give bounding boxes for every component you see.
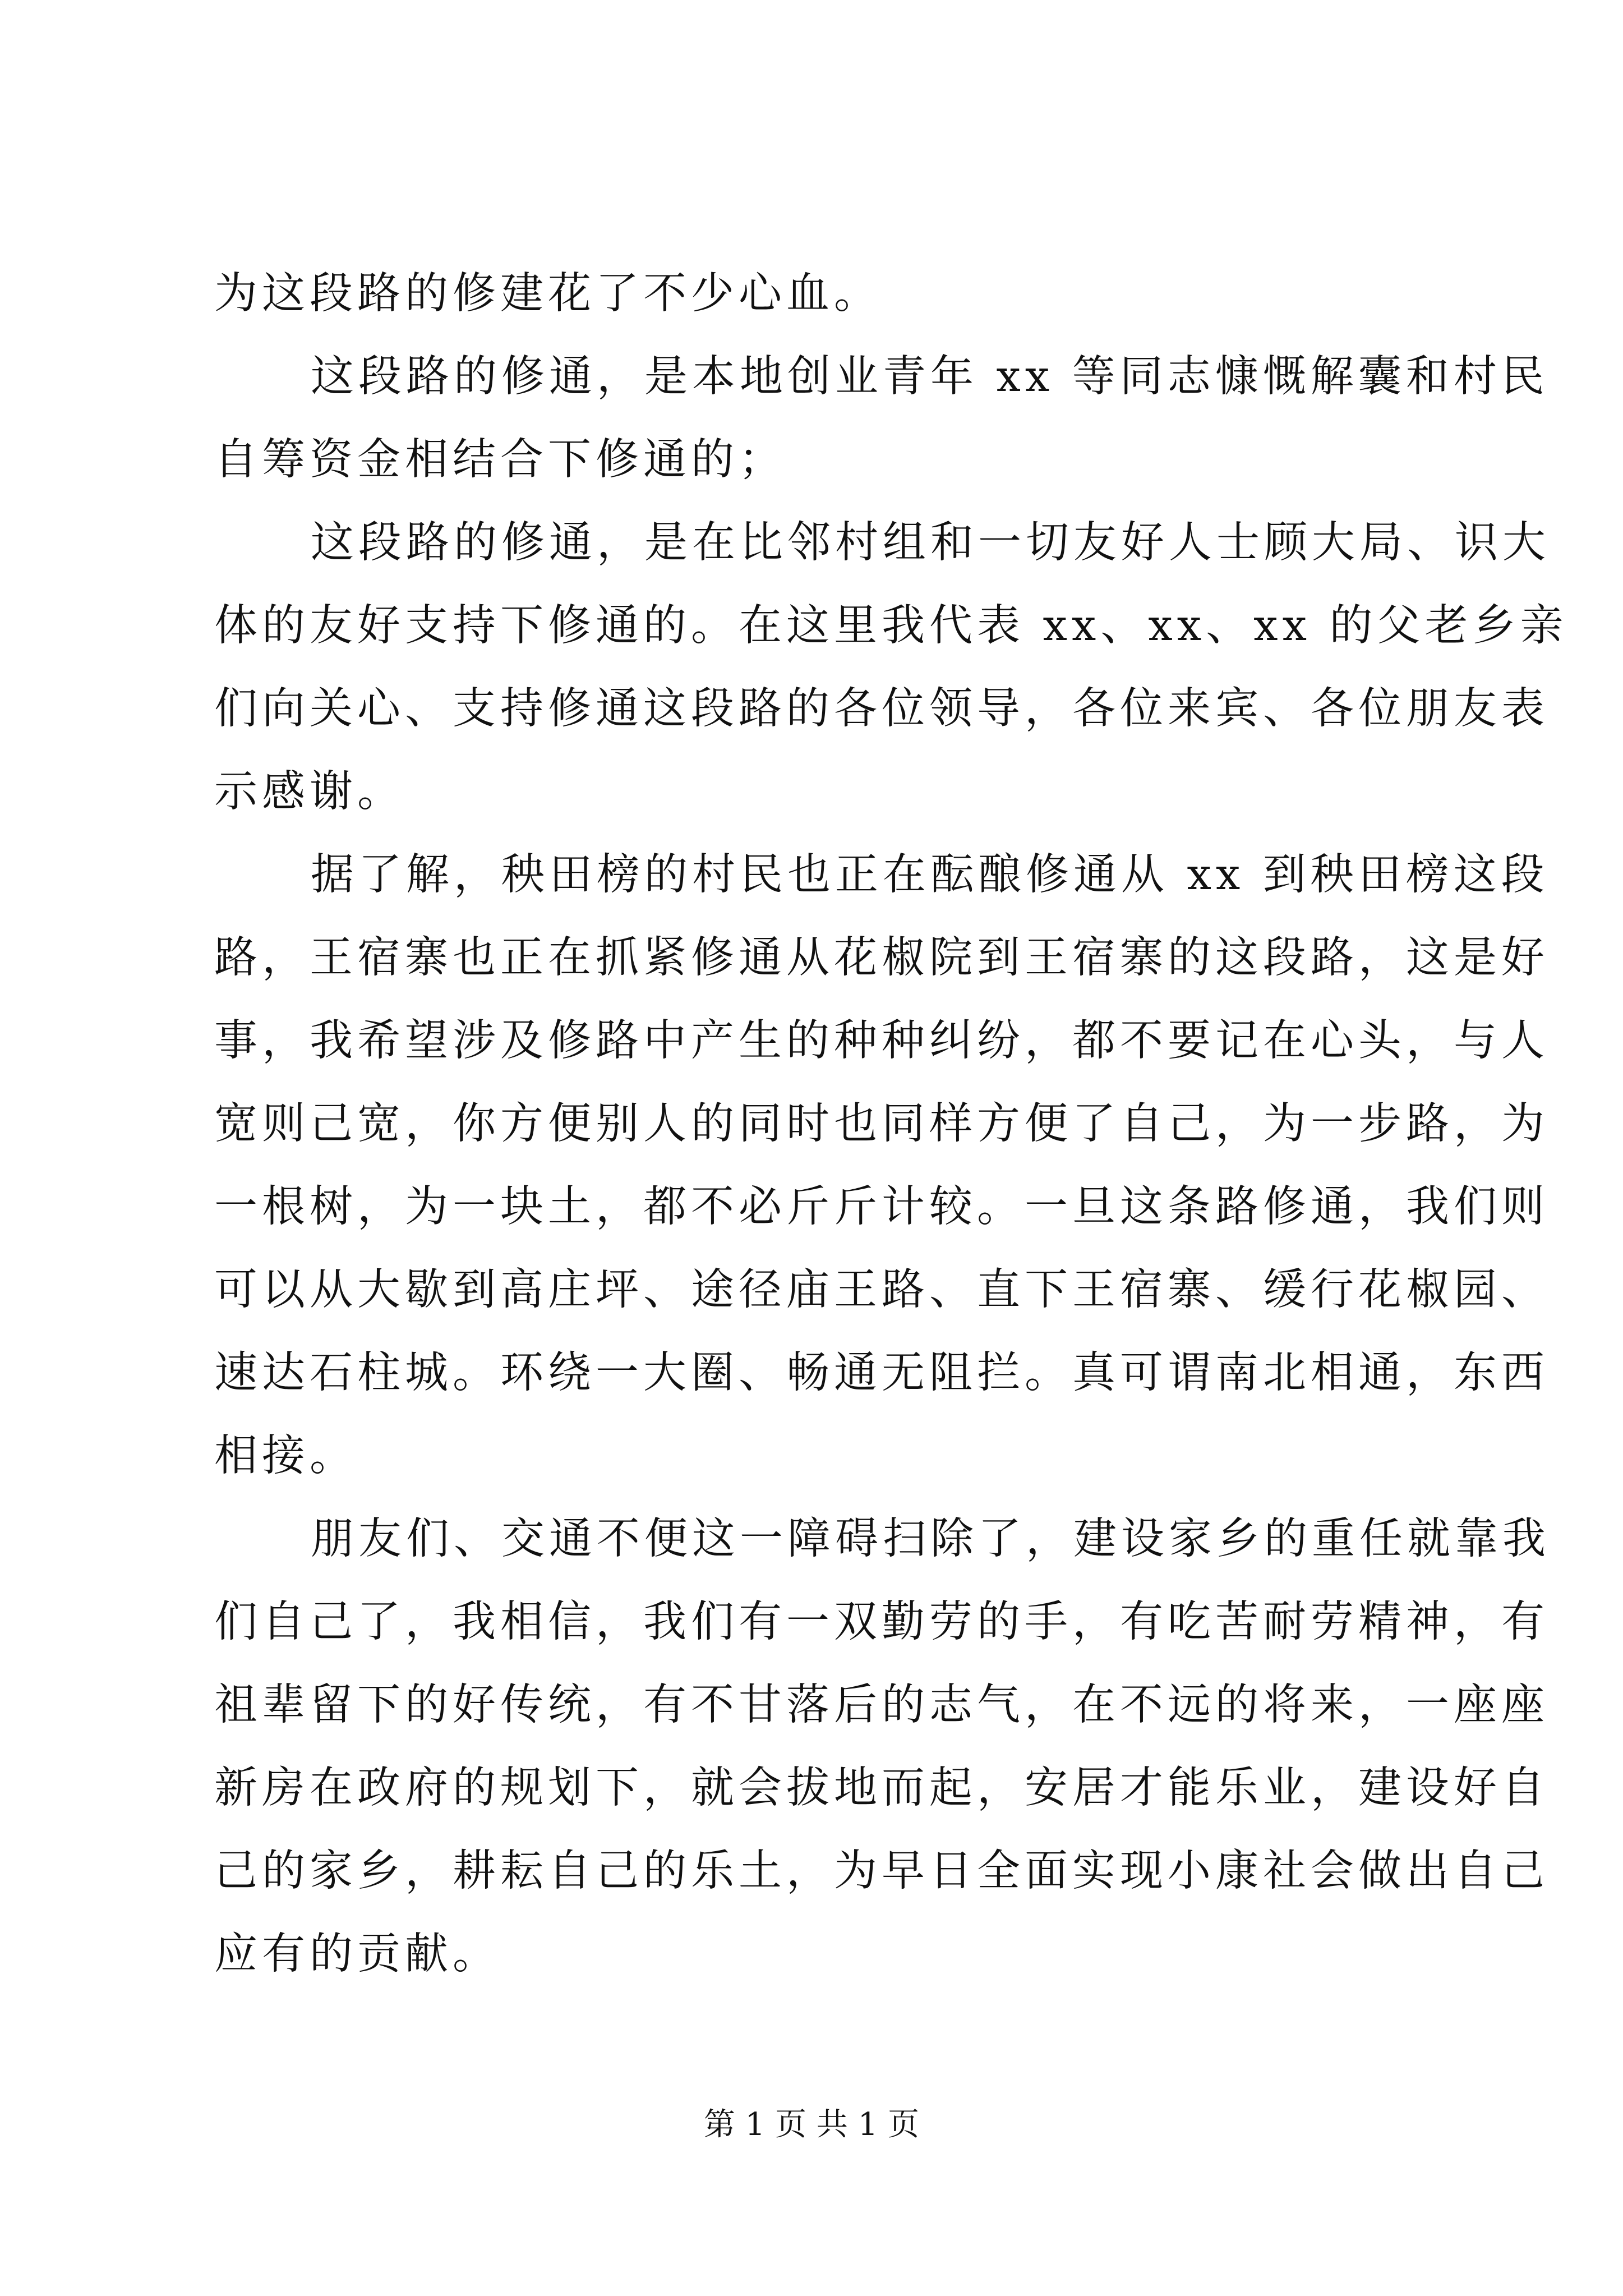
- text-line: 自筹资金相结合下修通的；: [214, 435, 786, 485]
- paragraph-first-line: 朋友们、交通不便这一障碍扫除了，建设家乡的重任就靠我: [311, 1514, 1550, 1564]
- text-line: 示感谢。: [214, 767, 405, 817]
- text-line: 们向关心、支持修通这段路的各位领导，各位来宾、各位朋友表: [214, 684, 1549, 734]
- text-line: 新房在政府的规划下，就会拔地而起，安居才能乐业，建设好自: [214, 1763, 1549, 1813]
- document-body: [214, 252, 1568, 1996]
- text-line: 速达石柱城。环绕一大圈、畅通无阻拦。真可谓南北相通，东西: [214, 1348, 1549, 1398]
- text-line: 体的友好支持下修通的。在这里我代表 xx、xx、xx 的父老乡亲: [214, 601, 1568, 651]
- text-line: 应有的贡献。: [214, 1929, 500, 1979]
- text-line: 路，王宿寨也正在抓紧修通从花椒院到王宿寨的这段路，这是好: [214, 933, 1549, 983]
- text-line: 相接。: [214, 1431, 357, 1481]
- text-line: 可以从大歇到高庄坪、途径庙王路、直下王宿寨、缓行花椒园、: [214, 1265, 1549, 1315]
- text-line: 宽则己宽，你方便别人的同时也同样方便了自己，为一步路，为: [214, 1099, 1549, 1149]
- text-line: 们自己了，我相信，我们有一双勤劳的手，有吃苦耐劳精神，有: [214, 1597, 1549, 1647]
- text-line: 祖辈留下的好传统，有不甘落后的志气，在不远的将来，一座座: [214, 1680, 1549, 1730]
- paragraph-first-line: 据了解，秧田榜的村民也正在酝酿修通从 xx 到秧田榜这段: [311, 850, 1549, 900]
- text-line: 事，我希望涉及修路中产生的种种纠纷，都不要记在心头，与人: [214, 1016, 1549, 1066]
- text-line: 为这段路的修建花了不少心血。: [214, 269, 882, 319]
- page-footer: 第 1 页 共 1 页: [703, 2106, 920, 2143]
- paragraph-first-line: 这段路的修通，是本地创业青年 xx 等同志慷慨解囊和村民: [311, 352, 1549, 402]
- text-line: 己的家乡，耕耘自己的乐土，为早日全面实现小康社会做出自己: [214, 1846, 1549, 1896]
- paragraph-first-line: 这段路的修通，是在比邻村组和一切友好人士顾大局、识大: [311, 518, 1550, 568]
- text-line: 一根树，为一块土，都不必斤斤计较。一旦这条路修通，我们则: [214, 1182, 1549, 1232]
